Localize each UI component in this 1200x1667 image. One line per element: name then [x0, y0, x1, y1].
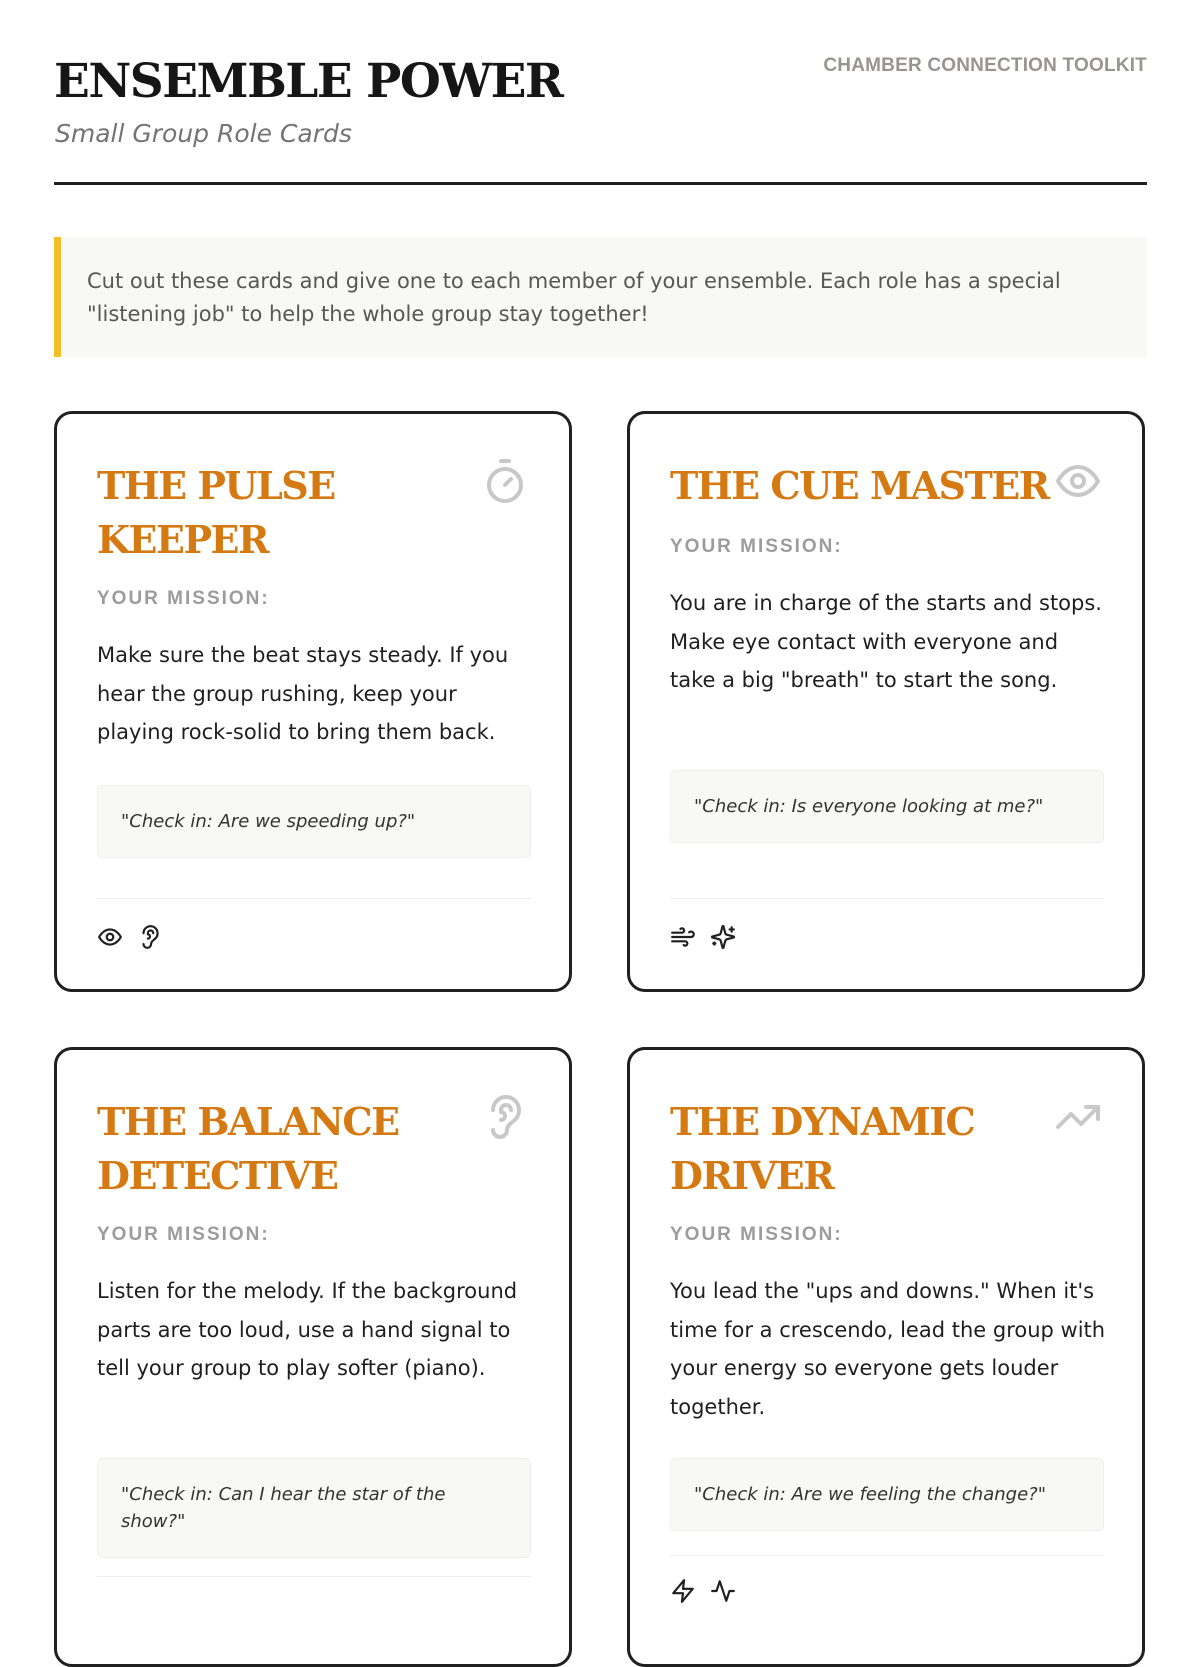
role-card-dynamic-driver	[627, 1047, 1145, 1667]
mission-text: Make sure the beat stays steady. If you hear the group rushing, keep your playing rock-solid to bring them back.	[97, 643, 509, 744]
page-subtitle: Small Group Role Cards	[55, 119, 352, 148]
card-divider	[670, 1555, 1104, 1556]
role-card-cue-master	[627, 411, 1145, 992]
ear-icon	[137, 924, 163, 950]
intro-callout: Cut out these cards and give one to each member of your ensemble. Each role has a special "listening job" to help the whole group stay together!	[54, 237, 1147, 357]
eye-icon	[1054, 457, 1102, 505]
card-divider	[97, 1576, 531, 1577]
eye-icon	[97, 924, 123, 950]
checkin-prompt: "Check in: Are we speeding up?"	[97, 785, 531, 858]
wind-icon	[670, 924, 696, 950]
card-divider	[670, 898, 1104, 899]
page-title: ENSEMBLE POWER	[54, 54, 563, 109]
sparkles-icon	[710, 924, 736, 950]
card-footer-icons	[670, 1576, 736, 1606]
mission-text: You are in charge of the starts and stops. Make eye contact with everyone and take a big "breath" to start the song.	[670, 591, 1102, 692]
card-title: THE BALANCE DETECTIVE	[97, 1099, 399, 1198]
zap-icon	[670, 1578, 696, 1604]
trending-up-icon	[1054, 1093, 1102, 1141]
card-divider	[97, 898, 531, 899]
page	[54, 0, 1147, 1532]
mission-label: YOUR MISSION:	[670, 1224, 843, 1245]
mission-label: YOUR MISSION:	[97, 588, 270, 609]
page-header	[54, 0, 1147, 185]
stopwatch-icon	[481, 457, 529, 505]
toolkit-label: CHAMBER CONNECTION TOOLKIT	[823, 55, 1147, 76]
card-footer-icons	[97, 922, 163, 952]
checkin-prompt: "Check in: Is everyone looking at me?"	[670, 770, 1104, 843]
card-title: THE CUE MASTER	[670, 463, 1049, 508]
mission-text: You lead the "ups and downs." When it's time for a crescendo, lead the group with your energy so everyone gets louder together.	[670, 1279, 1106, 1419]
ear-icon	[481, 1093, 529, 1141]
card-title: THE PULSE KEEPER	[97, 463, 335, 562]
card-footer-icons	[670, 922, 736, 952]
mission-text: Listen for the melody. If the background parts are too loud, use a hand signal to tell your group to play softer (piano).	[97, 1279, 518, 1380]
checkin-prompt: "Check in: Are we feeling the change?"	[670, 1458, 1104, 1531]
checkin-prompt: "Check in: Can I hear the star of the show?"	[97, 1458, 531, 1558]
role-card-pulse-keeper	[54, 411, 572, 992]
activity-icon	[710, 1578, 736, 1604]
mission-label: YOUR MISSION:	[670, 536, 843, 557]
card-title: THE DYNAMIC DRIVER	[670, 1099, 975, 1198]
role-card-balance-detective	[54, 1047, 572, 1667]
mission-label: YOUR MISSION:	[97, 1224, 270, 1245]
